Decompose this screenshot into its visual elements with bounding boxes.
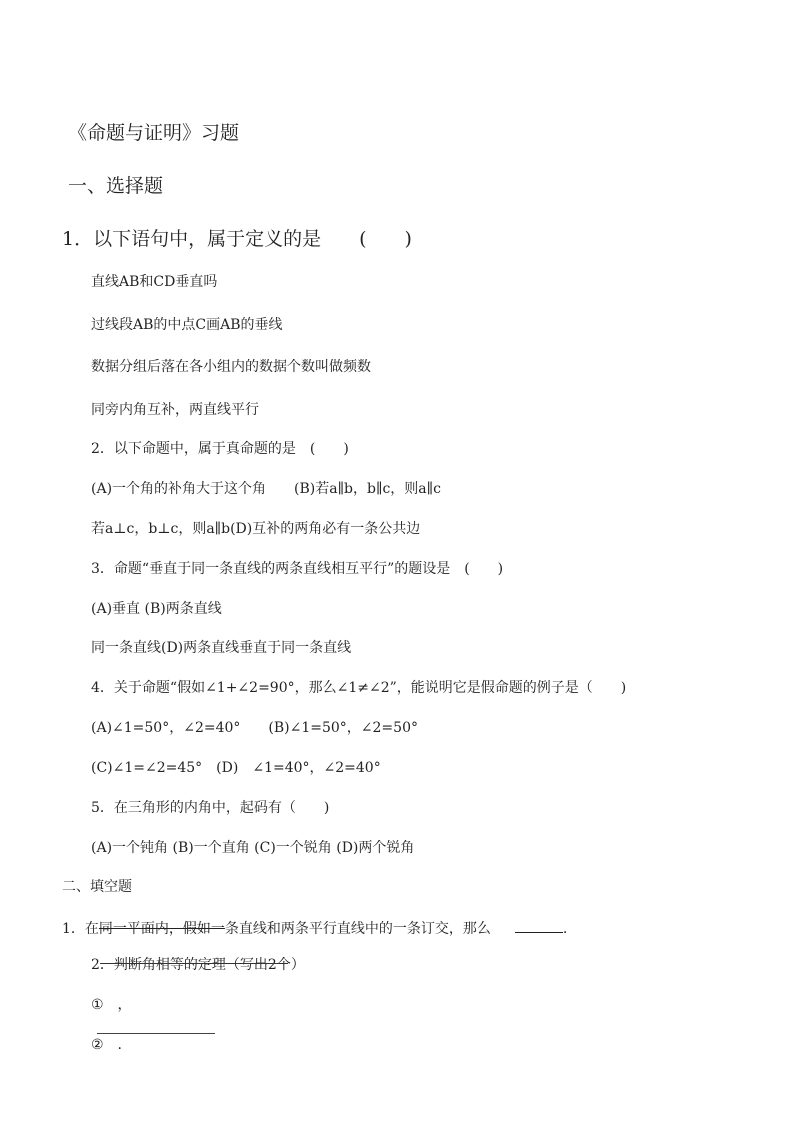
- question-3-options-line-1: (A)垂直 (B)两条直线: [91, 601, 222, 617]
- fill-question-2-item-2: ② .: [91, 1037, 123, 1053]
- fill-question-2-item-1: ① ，: [91, 997, 132, 1013]
- question-1-option: 直线AB和CD垂直吗: [91, 274, 218, 290]
- question-2-stem: 2．以下命题中，属于真命题的是 ( ): [91, 441, 349, 457]
- question-4-stem: 4．关于命题“假如∠1+∠2=90°，那么∠1≠∠2”，能说明它是假命题的例子是（ ): [91, 680, 627, 696]
- question-1-option: 数据分组后落在各小组内的数据个数叫做频数: [91, 359, 371, 375]
- question-2-options-line-1: (A)一个角的补角大于这个角 (B)若a∥b，b∥c，则a∥c: [91, 481, 441, 497]
- question-4-options-line-1: (A)∠1=50°，∠2=40° (B)∠1=50°，∠2=50°: [91, 720, 418, 736]
- strike-bar: [100, 963, 288, 964]
- answer-blank: [515, 920, 563, 933]
- question-3-options-line-2: 同一条直线(D)两条直线垂直于同一条直线: [91, 640, 352, 656]
- question-5-stem: 5．在三角形的内角中，起码有（ ): [91, 800, 330, 816]
- question-1-stem: 1．以下语句中，属于定义的是 ( ): [62, 228, 412, 250]
- question-1-option: 过线段AB的中点C画AB的垂线: [91, 317, 283, 333]
- fill-question-2-stem: 2．判断角相等的定理（写出2个）: [91, 957, 305, 973]
- section-heading-choice: 一、选择题: [68, 175, 164, 197]
- question-5-options-line: (A)一个钝角 (B)一个直角 (C)一个锐角 (D)两个锐角: [91, 840, 415, 856]
- question-1-option: 同旁内角互补，两直线平行: [91, 402, 259, 418]
- question-4-options-line-2: (C)∠1=∠2=45° (D) ∠1=40°，∠2=40°: [91, 760, 381, 776]
- page-title: 《命题与证明》习题: [68, 122, 240, 144]
- fill-question-1: [62, 920, 567, 936]
- section-heading-fill: 二、填空题: [62, 879, 132, 895]
- fill-question-1-end: .: [562, 921, 568, 937]
- question-2-options-line-2: 若a⊥c，b⊥c，则a∥b(D)互补的两角必有一条公共边: [91, 521, 421, 537]
- fill-question-1-struck-text: 同一平面内，假如一: [98, 921, 225, 937]
- fill-question-1-prefix: 1．在: [62, 921, 99, 937]
- fill-question-1-text: 条直线和两条平行直线中的一条订交，那么: [224, 921, 491, 937]
- question-3-stem: 3．命题“垂直于同一条直线的两条直线相互平行”的题设是 ( ): [91, 561, 504, 577]
- answer-line: [97, 1033, 215, 1034]
